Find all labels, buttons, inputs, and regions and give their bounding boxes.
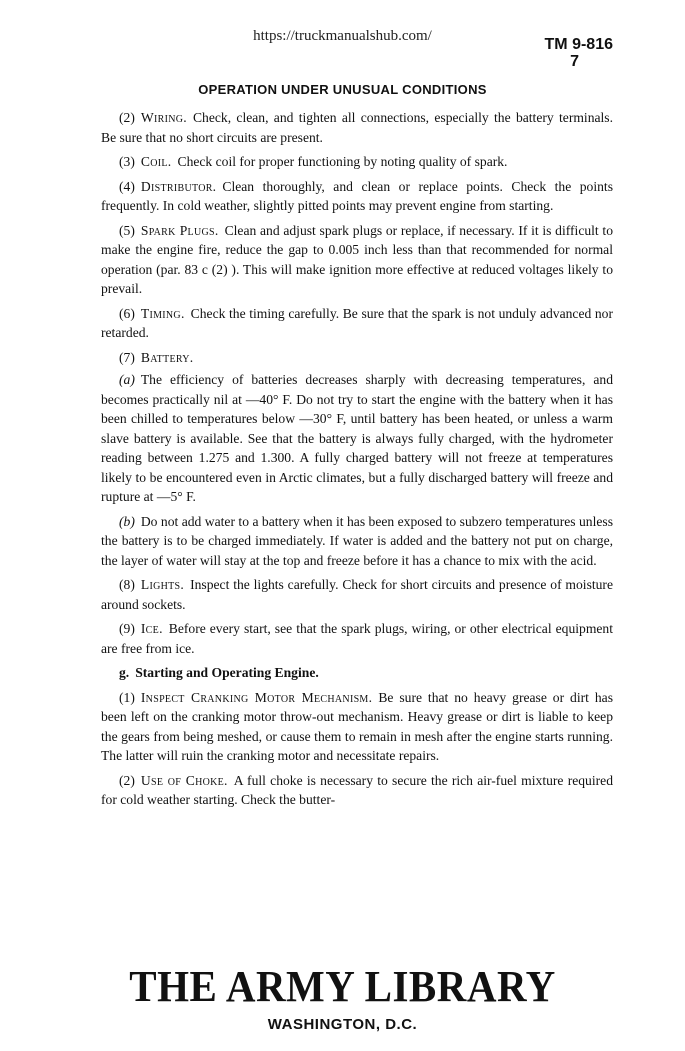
paragraph-number: (6) bbox=[119, 305, 135, 321]
library-stamp-location: WASHINGTON, D.C. bbox=[267, 1016, 418, 1033]
paragraph-number: (3) bbox=[119, 154, 135, 169]
paragraph-distributor bbox=[101, 177, 613, 216]
paragraph-choke bbox=[101, 771, 613, 810]
paragraph-number: (1) bbox=[119, 689, 135, 705]
paragraph-number: (b) bbox=[119, 513, 135, 529]
section-g-title bbox=[101, 663, 613, 683]
paragraph-text: Starting and Operating Engine. bbox=[135, 665, 319, 680]
paragraph-text: Be sure that no heavy grease or dirt has been left on the cranking motor throw-out mechanism. Heavy grease or dirt is liable to keep the gears from being meshed, or cause them to remain in mesh after the engine starts running. The latter will ruin the cranking motor and necessitate repairs. bbox=[101, 689, 613, 763]
section-heading: OPERATION UNDER UNUSUAL CONDITIONS bbox=[198, 82, 487, 97]
paragraph-keyword: Use of Choke. bbox=[140, 772, 228, 788]
paragraph-number: (8) bbox=[119, 577, 135, 592]
paragraph-text: Before every start, see that the spark plugs, wiring, or other electrical equipment are free from ice. bbox=[101, 621, 613, 656]
library-stamp-title: THE ARMY LIBRARY bbox=[129, 961, 556, 1011]
paragraph-text: Clean thoroughly, and clean or replace points. Check the points frequently. In cold weather, slightly pitted points may prevent engine from starting. bbox=[101, 178, 613, 213]
paragraph-text: Check, clean, and tighten all connections, especially the battery terminals. Be sure that no short circuits are present. bbox=[101, 110, 613, 145]
paragraph-spark-plugs bbox=[101, 221, 613, 299]
paragraph-coil bbox=[101, 152, 613, 172]
source-url[interactable]: https://truckmanualshub.com/ bbox=[253, 28, 432, 44]
paragraph-ice bbox=[101, 619, 613, 658]
paragraph-keyword: Battery. bbox=[140, 349, 194, 365]
paragraph-wiring bbox=[101, 108, 613, 147]
paragraph-number: g. bbox=[119, 665, 130, 680]
paragraph-battery-a bbox=[101, 370, 613, 507]
paragraph-keyword: Spark Plugs. bbox=[140, 222, 219, 238]
paragraph-text: Do not add water to a battery when it has been exposed to subzero temperatures unless the battery is to be charged immediately. If water is added and the battery not put on charge, the layer of water will stay at the top and freeze before it has a chance to mix with the acid. bbox=[101, 513, 613, 568]
paragraph-text: A full choke is necessary to secure the rich air-fuel mixture required for cold weather starting. Check the butter- bbox=[101, 772, 613, 807]
paragraph-number: (9) bbox=[119, 621, 135, 636]
paragraph-battery bbox=[101, 348, 613, 368]
paragraph-number: (2) bbox=[119, 772, 135, 788]
paragraph-text: The efficiency of batteries decreases sharply with decreasing temperatures, and becomes practically nil at —40° F. Do not try to start the engine with the battery when it has been chilled to temperatures below —30° F, until battery has been heated, or unless a warm slave battery is available. See that the battery is always fully charged, with the hydrometer reading between 1.275 and 1.300. A fully charged battery will not freeze at temperatures likely to be encountered even in Arctic climates, but a fully discharged battery will freeze and rupture at —5° F. bbox=[101, 372, 613, 504]
paragraph-cranking-motor bbox=[101, 688, 613, 766]
page-number: 7 bbox=[570, 53, 579, 70]
paragraph-battery-b bbox=[101, 512, 613, 571]
paragraph-lights bbox=[101, 575, 613, 614]
paragraph-keyword: Ice. bbox=[140, 621, 163, 636]
paragraph-text: Check coil for proper functioning by noting quality of spark. bbox=[177, 154, 508, 169]
paragraph-keyword: Lights. bbox=[140, 577, 185, 592]
paragraph-number: (4) bbox=[119, 178, 135, 194]
paragraph-keyword: Wiring. bbox=[140, 110, 187, 125]
paragraph-keyword: Inspect Cranking Motor Mechanism. bbox=[140, 689, 373, 705]
manual-number-block bbox=[545, 36, 613, 70]
paragraph-number: (2) bbox=[119, 110, 135, 125]
manual-number: TM 9-816 bbox=[544, 36, 613, 53]
paragraph-keyword: Timing. bbox=[140, 305, 185, 321]
paragraph-text: Check the timing carefully. Be sure that the spark is not unduly advanced nor retarded. bbox=[101, 305, 613, 340]
paragraph-text: Clean and adjust spark plugs or replace, if necessary. If it is difficult to make the engine fire, reduce the gap to 0.005 inch less than that recommended for normal operation (par. 83 c (2) ). This will make ignition more effective at reduced voltages likely to prevail. bbox=[101, 222, 614, 296]
paragraph-number: (a) bbox=[119, 372, 135, 387]
paragraph-text: Inspect the lights carefully. Check for short circuits and presence of moisture around sockets. bbox=[101, 577, 613, 612]
paragraph-keyword: Coil. bbox=[140, 154, 172, 169]
page-body bbox=[101, 108, 613, 815]
paragraph-number: (7) bbox=[119, 349, 135, 365]
paragraph-number: (5) bbox=[119, 222, 135, 238]
paragraph-keyword: Distributor. bbox=[140, 178, 217, 194]
paragraph-timing bbox=[101, 304, 613, 343]
